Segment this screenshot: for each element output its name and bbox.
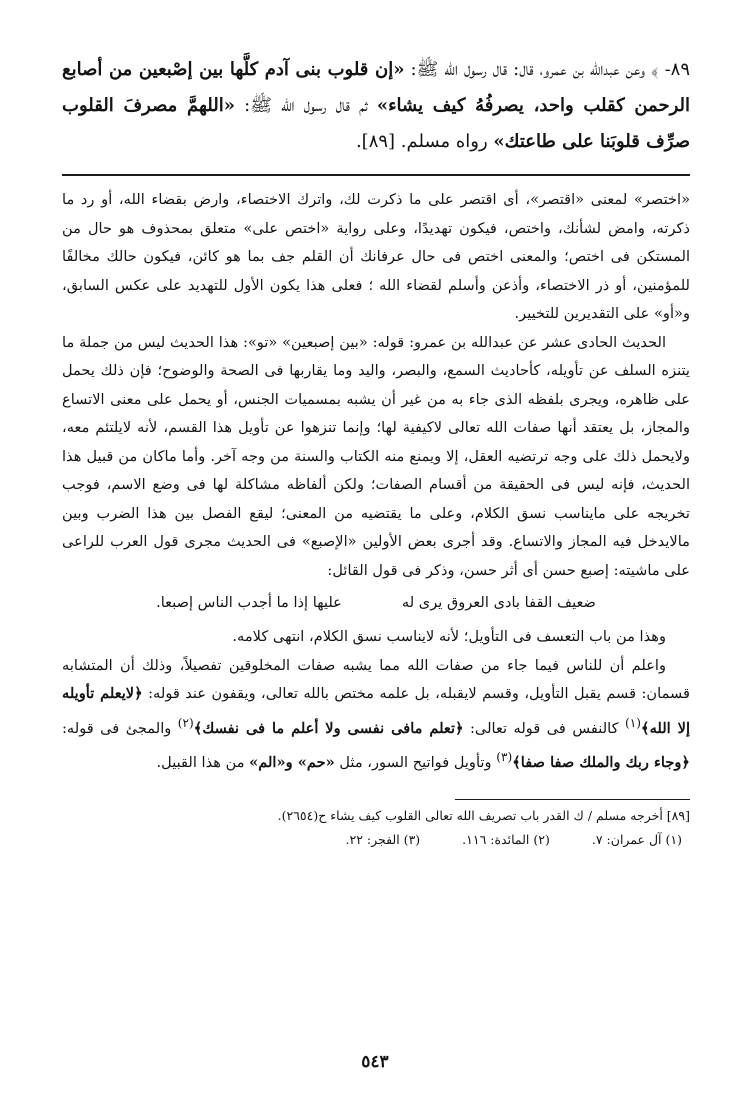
hadith-mid: ثم قال رسول الله ﷺ: <box>234 95 377 116</box>
para4-text-1: واعلم أن للناس فيما جاء من صفات الله مما يشبه صفات المخلوقين تفصيلاً، وذلك أن المتشابه قسمان: قسم يقبل التأويل، وقسم لايقبله، بل علمه مختص بالله تعالى، ويقفون عند قوله: <box>62 656 691 702</box>
footnote-2: (٢) المائدة: ١١٦. <box>462 832 550 848</box>
hadith-lead: ٨٩- ﴾ وعن عبدالله بن عمرو، قال: قال رسول الله ﷺ: <box>404 59 690 80</box>
commentary <box>62 186 690 777</box>
footnote-references <box>62 828 690 852</box>
commentary-paragraph-3: وهذا من باب التعسف فى التأويل؛ لأنه لايناسب نسق الكلام، انتهى كلامه. <box>232 628 666 645</box>
hadith-quote-2: «اللهمَّ مصرفَ القلوب صرِّف قلوبَنا على طاعتك» <box>62 95 690 152</box>
para4-text-5: من هذا القبيل. <box>156 753 250 771</box>
poem-hemistich-1: ضعيف القفا بادى العروق يرى له <box>401 594 596 611</box>
commentary-paragraph-4 <box>62 652 690 778</box>
para4-text-4: وتأويل فواتيح السور، مثل <box>334 753 497 771</box>
footnote-1: (١) آل عمران: ٧. <box>591 832 682 848</box>
para4-text-2: كالنفس فى قوله تعالى: <box>463 719 625 737</box>
surah-openers: «حم» و«الم» <box>249 753 335 771</box>
footnote-ref-3: (٣) <box>496 749 513 764</box>
footnote-hadith-source: [٨٩] أخرجه مسلم / ك القدر باب تصريف الله تعالى القلوب كيف يشاء ح(٢٦٥٤). <box>277 808 690 824</box>
hadith-source: رواه مسلم. [٨٩]. <box>355 131 494 152</box>
quran-verse-3: ﴿وجاء ربك والملك صفا صفا﴾ <box>512 753 690 771</box>
footnote-ref-1: (١) <box>625 715 642 730</box>
divider-line <box>62 174 690 176</box>
commentary-paragraph-2: الحديث الحادى عشر عن عبدالله بن عمرو: قوله: «بين إصبعين» «تو»: هذا الحديث ليس من جملة ما يتنزه السلف عن تأويله، كأحاديث السمع، والبصر، واليد وما يقاربها فى الصحة والوضوح؛ فإن ذلك يحمل على ظاهره، ويجرى بلفظه الذى جاء به من غير أن يشبه بمسميات الجنس، أو يحمل على معنى الاتساع والمجاز، بل يعتقد أنها صفات الله تعالى لاكيفية لها؛ وإنما تنزهوا عن تأويل هذا القسم، لأنه لايلتئم معه، ولايحمل ذلك على وجه ترتضيه العقل، إلا ويمنع منه الكتاب والسنة من وجه آخر. وأما ماكان من قبيل هذا الحديث، فإنه ليس فى الحقيقة من أقسام الصفات؛ ولكن ألفاظه مشاكلة لها فى وضع الاسم، فوجب تخريجه على مايناسب نسق الكلام، وعلى ما يقتضيه من المعنى؛ ليقع الفصل بين هذا الضرب وبين مالايدخل فيه المجاز والاتساع. وقد أجرى بعض الأولين «الإصبع» فى الحديث مجرى قول العرب للراعى على ماشيته: إصبع حسن أى أثر حسن، وذكر فى قول القائل: <box>62 333 690 579</box>
quran-verse-2: ﴿تعلم مافى نفسى ولا أعلم ما فى نفسك﴾ <box>193 719 464 737</box>
poem-hemistich-2: عليها إذا ما أجدب الناس إصبعا. <box>156 594 342 611</box>
page-number: ٥٤٣ <box>361 1052 389 1072</box>
hadith-quote-1: «إن قلوب بنى آدم كلَّها بين إصْبعين من أصابع الرحمن كقلب واحد، يصرفُهُ كيف يشاء» <box>62 59 690 116</box>
para4-text-3: والمجئ فى قوله: <box>62 719 178 737</box>
footnote-divider <box>455 799 690 800</box>
commentary-paragraph-1: «اختصر» لمعنى «اقتصر»، أى اقتصر على ما ذكرت لك، واترك الاختصاء، وارض بقضاء الله، أو رد ما ذكرته، وامض لشأنك، واختص، فيكون تهديدًا، وعلى رواية «اختص على» متعلق بمحذوف هو حال من المستكن فى اختص؛ والمعنى اختص فى حال عرفانك أن القلم جف بما هو كائن، فيكون حالك مخالفًا للمؤمنين، أو ذر الاختصاء، وأذعن وأسلم لقضاء الله ؛ فعلى هذا يكون الأول للتهديد على عكس السابق، و«أو» على التقديرين للتخيير. <box>62 191 690 322</box>
page-body <box>62 52 690 852</box>
quran-verse-1: ﴿لايعلم تأويله إلا الله﴾ <box>62 685 690 737</box>
footnote-3: (٣) الفجر: ٢٢. <box>345 832 421 848</box>
footnote-ref-2: (٢) <box>177 715 194 730</box>
hadith-89 <box>62 52 690 160</box>
poem-verse <box>62 589 690 617</box>
